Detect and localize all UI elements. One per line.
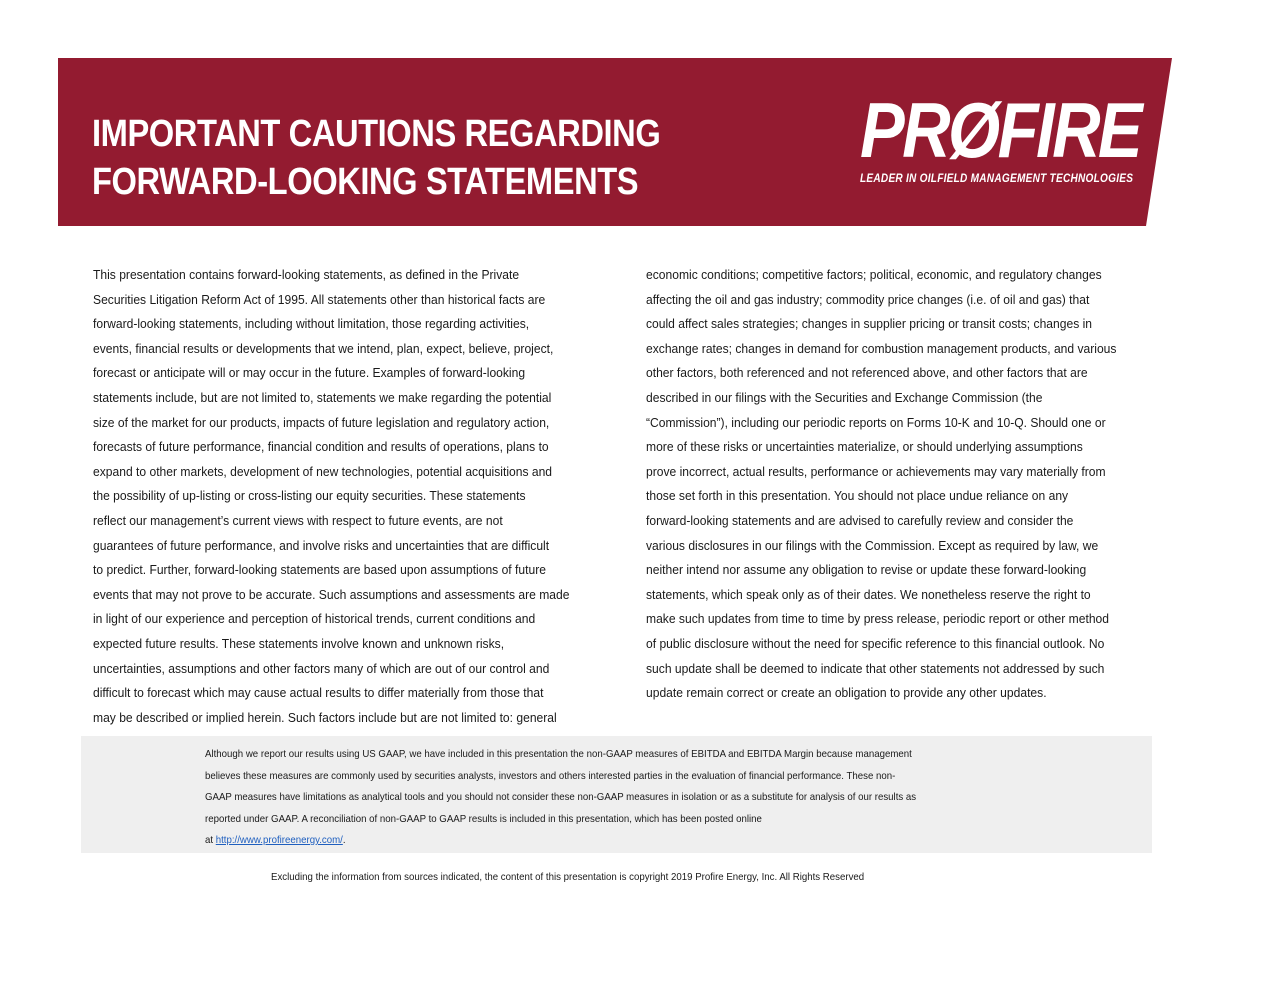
disclaimer-line: those set forth in this presentation. You should not place undue reliance on any <box>646 488 1069 504</box>
disclaimer-line: difficult to forecast which may cause actual results to differ materially from those that <box>93 685 544 701</box>
disclaimer-line: various disclosures in our filings with the Commission. Except as required by law, we <box>646 537 1099 553</box>
disclaimer-line: exchange rates; changes in demand for combustion management products, and various <box>646 340 1117 356</box>
disclaimer-line: to predict. Further, forward-looking statements are based upon assumptions of future <box>93 562 546 578</box>
gaap-note-line: reported under GAAP. A reconciliation of non-GAAP to GAAP results is included in this presentation, which has been posted online <box>205 812 762 825</box>
disclaimer-line: uncertainties, assumptions and other factors many of which are out of our control and <box>93 660 550 676</box>
disclaimer-line: prove incorrect, actual results, performance or achievements may vary materially from <box>646 463 1106 479</box>
disclaimer-line: other factors, both referenced and not referenced above, and other factors that are <box>646 365 1088 381</box>
disclaimer-line: affecting the oil and gas industry; commodity price changes (i.e. of oil and gas) that <box>646 291 1090 307</box>
header-banner <box>58 58 1172 226</box>
page-title <box>92 110 660 206</box>
non-gaap-note-box <box>81 736 1152 853</box>
disclaimer-line: expand to other markets, development of new technologies, potential acquisitions and <box>93 463 553 479</box>
disclaimer-line: size of the market for our products, impacts of future legislation and regulatory action, <box>93 414 550 430</box>
disclaimer-line: forward-looking statements and are advised to carefully review and consider the <box>646 512 1074 528</box>
disclaimer-line: update remain correct or create an obligation to provide any other updates. <box>646 685 1047 701</box>
disclaimer-line: events that may not prove to be accurate. Such assumptions and assessments are made <box>93 586 570 602</box>
disclaimer-line: could affect sales strategies; changes in supplier pricing or transit costs; changes in <box>646 316 1093 332</box>
gaap-note-line: believes these measures are commonly used by securities analysts, investors and others interested parties in the evaluation of financial performance. These non- <box>205 769 896 782</box>
gaap-note-line: Although we report our results using US GAAP, we have included in this presentation the non-GAAP measures of EBITDA and EBITDA Margin because management <box>205 748 912 760</box>
title-line-2: FORWARD-LOOKING STATEMENTS <box>92 161 639 203</box>
disclaimer-line: of public disclosure without the need for specific reference to this financial outlook. No <box>646 635 1105 651</box>
disclaimer-line: expected future results. These statements involve known and unknown risks, <box>93 635 505 651</box>
disclaimer-line: guarantees of future performance, and involve risks and uncertainties that are difficult <box>93 537 550 553</box>
disclaimer-right-column <box>646 263 1116 706</box>
disclaimer-line: in light of our experience and perception of historical trends, current conditions and <box>93 611 536 627</box>
disclaimer-left-column <box>93 263 569 730</box>
copyright-footer: Excluding the information from sources indicated, the content of this presentation is copyright 2019 Profire Energy, Inc. All Rights Reserved <box>271 871 865 883</box>
gaap-note-line: GAAP measures have limitations as analytical tools and you should not consider these non-GAAP measures in isolation or as a substitute for analysis of our results as <box>205 791 917 804</box>
non-gaap-note <box>205 744 916 852</box>
profire-website-link[interactable]: http://www.profireenergy.com/ <box>215 834 343 847</box>
gaap-note-link-line <box>205 830 916 852</box>
logo-tagline: LEADER IN OILFIELD MANAGEMENT TECHNOLOGIES <box>860 171 1134 185</box>
profire-logo <box>860 86 1141 190</box>
logo-wordmark: PRØFIRE <box>860 86 1141 174</box>
disclaimer-line: economic conditions; competitive factors; political, economic, and regulatory changes <box>646 267 1102 282</box>
disclaimer-line: Securities Litigation Reform Act of 1995. All statements other than historical facts are <box>93 291 546 307</box>
disclaimer-line: statements, which speak only as of their dates. We nonetheless reserve the right to <box>646 586 1091 602</box>
disclaimer-line: forecast or anticipate will or may occur in the future. Examples of forward-looking <box>93 365 526 381</box>
disclaimer-line: reflect our management’s current views with respect to future events, are not <box>93 512 503 528</box>
disclaimer-line: the possibility of up-listing or cross-listing our equity securities. These statements <box>93 488 526 504</box>
disclaimer-line: “Commission”), including our periodic reports on Forms 10-K and 10-Q. Should one or <box>646 414 1106 430</box>
disclaimer-line: forecasts of future performance, financial condition and results of operations, plans to <box>93 439 549 455</box>
link-suffix: . <box>342 834 346 847</box>
title-line-1: IMPORTANT CAUTIONS REGARDING <box>92 113 661 155</box>
disclaimer-line: more of these risks or uncertainties materialize, or should underlying assumptions <box>646 439 1083 455</box>
disclaimer-line: This presentation contains forward-looking statements, as defined in the Private <box>93 267 520 282</box>
disclaimer-line: neither intend nor assume any obligation to revise or update these forward-looking <box>646 562 1087 578</box>
disclaimer-line: make such updates from time to time by press release, periodic report or other method <box>646 611 1109 627</box>
disclaimer-line: events, financial results or developments that we intend, plan, expect, believe, project, <box>93 340 554 356</box>
link-prefix: at <box>205 834 216 847</box>
disclaimer-line: forward-looking statements, including without limitation, those regarding activities, <box>93 316 530 332</box>
disclaimer-line: may be described or implied herein. Such factors include but are not limited to: general <box>93 709 557 725</box>
disclaimer-line: such update shall be deemed to indicate that other statements not addressed by such <box>646 660 1105 676</box>
disclaimer-line: described in our filings with the Securities and Exchange Commission (the <box>646 389 1043 405</box>
disclaimer-line: statements include, but are not limited to, statements we make regarding the potential <box>93 389 552 405</box>
